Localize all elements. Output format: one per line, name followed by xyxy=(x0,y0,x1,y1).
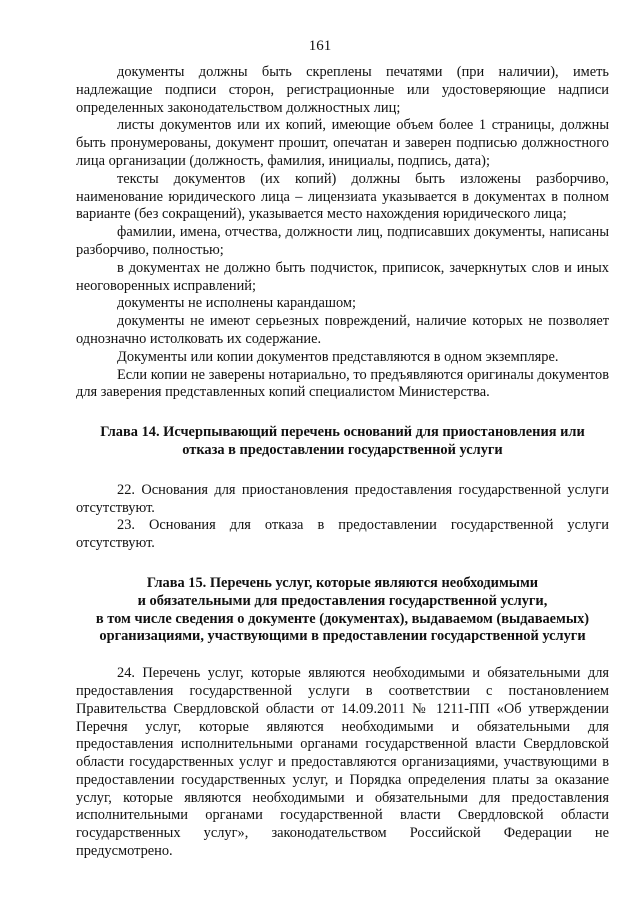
requirements-list xyxy=(76,64,609,402)
paragraph: листы документов или их копий, имеющие объем более 1 страницы, должны быть пронумерованы, документ прошит, опечатан и заверен подписью должностного лица организации (должность, фамилия, инициалы, подпись, дата); xyxy=(76,117,609,169)
paragraph-24: 24. Перечень услуг, которые являются необходимыми и обязательными для предоставления государственной услуги в соответствии с постановлением Правительства Свердловской области от 14.09.2011 № 1211-ПП «Об утверждении Перечня услуг, которые являются необходимыми и обязательными для предоставления исполнительными органами государственной власти Свердловской области государственных услуг и предоставляются организациями, участвующими в предоставлении государственных услуг, и Порядка определения платы за оказание услуг, которые являются необходимыми и обязательными для предоставления исполнительными органами государственной власти Свердловской области государственных услуг», законодательством Российской Федерации не предусмотрено. xyxy=(76,665,609,860)
paragraph: фамилии, имена, отчества, должности лиц, подписавших документы, написаны разборчиво, полностью; xyxy=(76,224,609,258)
paragraph: в документах не должно быть подчисток, приписок, зачеркнутых слов и иных неоговоренных исправлений; xyxy=(76,259,609,294)
paragraph: документы не исполнены карандашом; xyxy=(117,295,357,312)
paragraph: Документы или копии документов представляются в одном экземпляре. xyxy=(117,348,559,365)
document-body xyxy=(76,64,609,861)
chapter-14-section xyxy=(76,482,609,553)
chapter-15-section xyxy=(76,665,609,861)
heading-line: отказа в предоставлении государственной услуги xyxy=(182,441,503,458)
paragraph: тексты документов (их копий) должны быть изложены разборчиво, наименование юридического лица – лицензиата указывается в документах в полном варианте (без сокращений), указывается место нахождения юридического лица; xyxy=(76,170,609,223)
paragraph: Если копии не заверены нотариально, то предъявляются оригиналы документов для заверения представленных копий специалистом Министерства. xyxy=(76,366,609,401)
paragraph-23: 23. Основания для отказа в предоставлении государственной услуги отсутствуют. xyxy=(76,517,609,552)
chapter-15-heading xyxy=(76,575,609,646)
heading-line: и обязательными для предоставления государственной услуги, xyxy=(137,592,548,609)
heading-line: Глава 15. Перечень услуг, которые являются необходимыми xyxy=(146,574,539,591)
heading-line: Глава 14. Исчерпывающий перечень оснований для приостановления или xyxy=(100,424,585,441)
paragraph-22: 22. Основания для приостановления предоставления государственной услуги отсутствуют. xyxy=(76,481,609,516)
page-number: 161 xyxy=(308,38,332,54)
heading-line: в том числе сведения о документе (документах), выдаваемом (выдаваемых) xyxy=(95,610,590,627)
paragraph: документы не имеют серьезных повреждений, наличие которых не позволяет однозначно истолковать их содержание. xyxy=(76,313,609,347)
heading-line: организациями, участвующими в предоставлении государственной услуги xyxy=(99,628,586,645)
chapter-14-heading xyxy=(76,424,609,460)
paragraph: документы должны быть скреплены печатями (при наличии), иметь надлежащие подписи сторон, регистрационные или удостоверяющие надписи определенных законодательством должностных лиц; xyxy=(76,64,609,116)
